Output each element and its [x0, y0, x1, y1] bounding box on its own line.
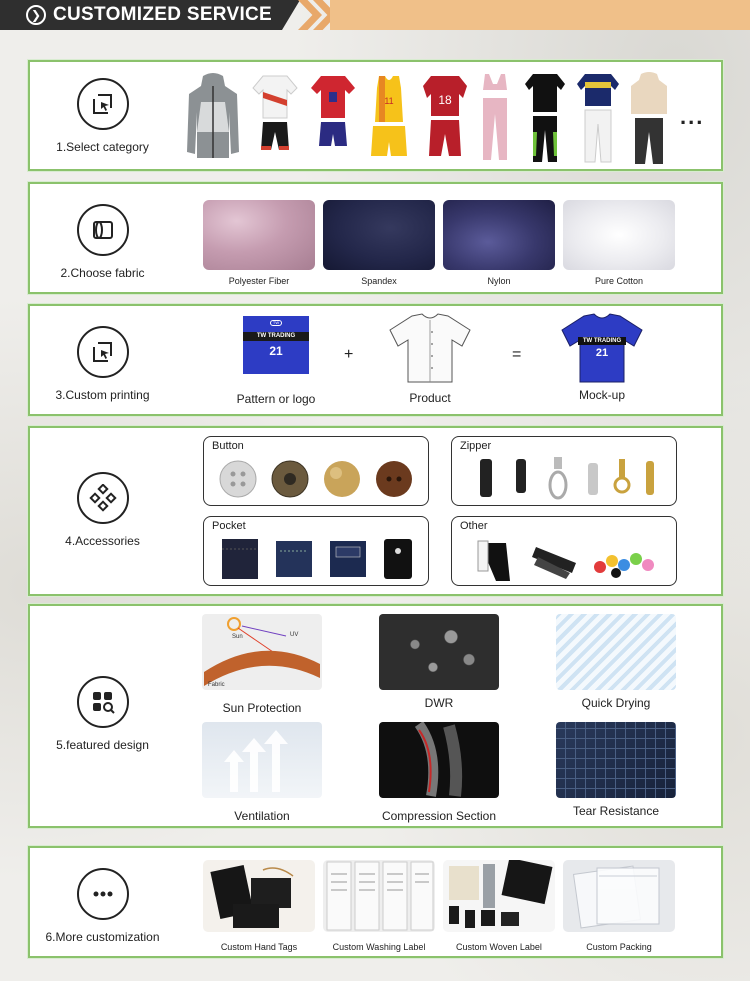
basketball-kit-image	[367, 72, 411, 162]
product: Product	[380, 312, 480, 405]
chevron-right-icon: ❯	[26, 5, 46, 25]
washing-label-image	[323, 860, 435, 932]
accessory-zipper-group: Zipper	[451, 436, 677, 506]
fabric-nylon: Nylon	[443, 200, 555, 286]
more-categories-ellipsis: ...	[680, 104, 705, 129]
zipper-samples-image	[472, 455, 662, 503]
feature-compression-section: Compression Section	[379, 722, 499, 823]
blank-jersey-image	[388, 312, 472, 384]
step-label: 6.More customization	[45, 930, 160, 944]
cycling-kit-image	[251, 72, 299, 160]
plus-sign: +	[344, 346, 354, 363]
svg-text:Fabric: Fabric	[208, 682, 225, 688]
section-choose-fabric	[28, 182, 723, 294]
other-accessories-image	[476, 533, 666, 583]
section-more-customization	[28, 846, 723, 958]
garment-gallery	[185, 68, 715, 173]
cursor-select-icon	[77, 326, 129, 378]
section-select-category	[28, 60, 723, 171]
step-label: 2.Choose fabric	[60, 266, 145, 280]
sun-protection-diagram	[202, 614, 322, 690]
page-title: CUSTOMIZED SERVICE	[53, 4, 273, 25]
feature-ventilation: Ventilation	[202, 722, 322, 823]
equals-sign: =	[512, 346, 522, 363]
cursor-select-icon	[77, 78, 129, 130]
svg-text:Sun: Sun	[232, 634, 243, 640]
football-kit-image	[421, 72, 469, 162]
custom-packing: Custom Packing	[563, 860, 675, 952]
accessory-pocket-group: Pocket	[203, 516, 429, 586]
packing-image	[563, 860, 675, 932]
feature-sun-protection: Sun UV Fabric Sun Protection	[202, 614, 322, 715]
page-header	[0, 0, 750, 30]
step-label: 5.featured design	[56, 738, 149, 752]
hand-tags-image	[203, 860, 315, 932]
custom-woven-label: Custom Woven Label	[443, 860, 555, 952]
sports-bra-leggings-image	[477, 72, 513, 162]
step-label: 1.Select category	[56, 140, 149, 154]
step-label: 4.Accessories	[65, 534, 140, 548]
accessory-other-group: Other	[451, 516, 677, 586]
fabric-polyester: Polyester Fiber	[203, 200, 315, 286]
pattern-swatch: TW TW TRADING 21	[243, 316, 309, 374]
fabric-pure-cotton: Pure Cotton	[563, 200, 675, 286]
fabric-spandex: Spandex	[323, 200, 435, 286]
feature-quick-drying: Quick Drying	[556, 614, 676, 710]
custom-washing-label: Custom Washing Label	[323, 860, 435, 952]
svg-text:18: 18	[438, 93, 452, 107]
apps-search-icon	[77, 676, 129, 728]
accessory-button-group: Button	[203, 436, 429, 506]
feature-dwr: DWR	[379, 614, 499, 710]
svg-text:11: 11	[384, 96, 394, 106]
woven-label-image	[443, 860, 555, 932]
compression-image	[379, 722, 499, 798]
section-accessories	[28, 426, 723, 596]
button-samples-image	[218, 459, 418, 499]
accessories-grid-icon	[77, 472, 129, 524]
compression-set-image	[523, 72, 567, 164]
soccer-kit-image	[309, 72, 357, 160]
feature-tear-resistance: Tear Resistance	[556, 722, 676, 818]
more-dots-icon	[77, 868, 129, 920]
svg-text:UV: UV	[290, 632, 299, 638]
hoodie-joggers-image	[629, 72, 669, 166]
step-label: 3.Custom printing	[55, 388, 150, 402]
mockup: TW TRADING 21 Mock-up	[552, 312, 652, 402]
section-custom-printing	[28, 304, 723, 416]
hoodie-jacket-image	[185, 72, 241, 162]
section-featured-design	[28, 604, 723, 828]
pattern-or-logo: TW TW TRADING 21 Pattern or logo	[226, 316, 326, 406]
fabric-roll-icon	[77, 204, 129, 256]
custom-hand-tags: Custom Hand Tags	[203, 860, 315, 952]
ventilation-image	[202, 722, 322, 798]
baseball-kit-image	[575, 72, 621, 164]
pocket-samples-image	[220, 537, 420, 581]
